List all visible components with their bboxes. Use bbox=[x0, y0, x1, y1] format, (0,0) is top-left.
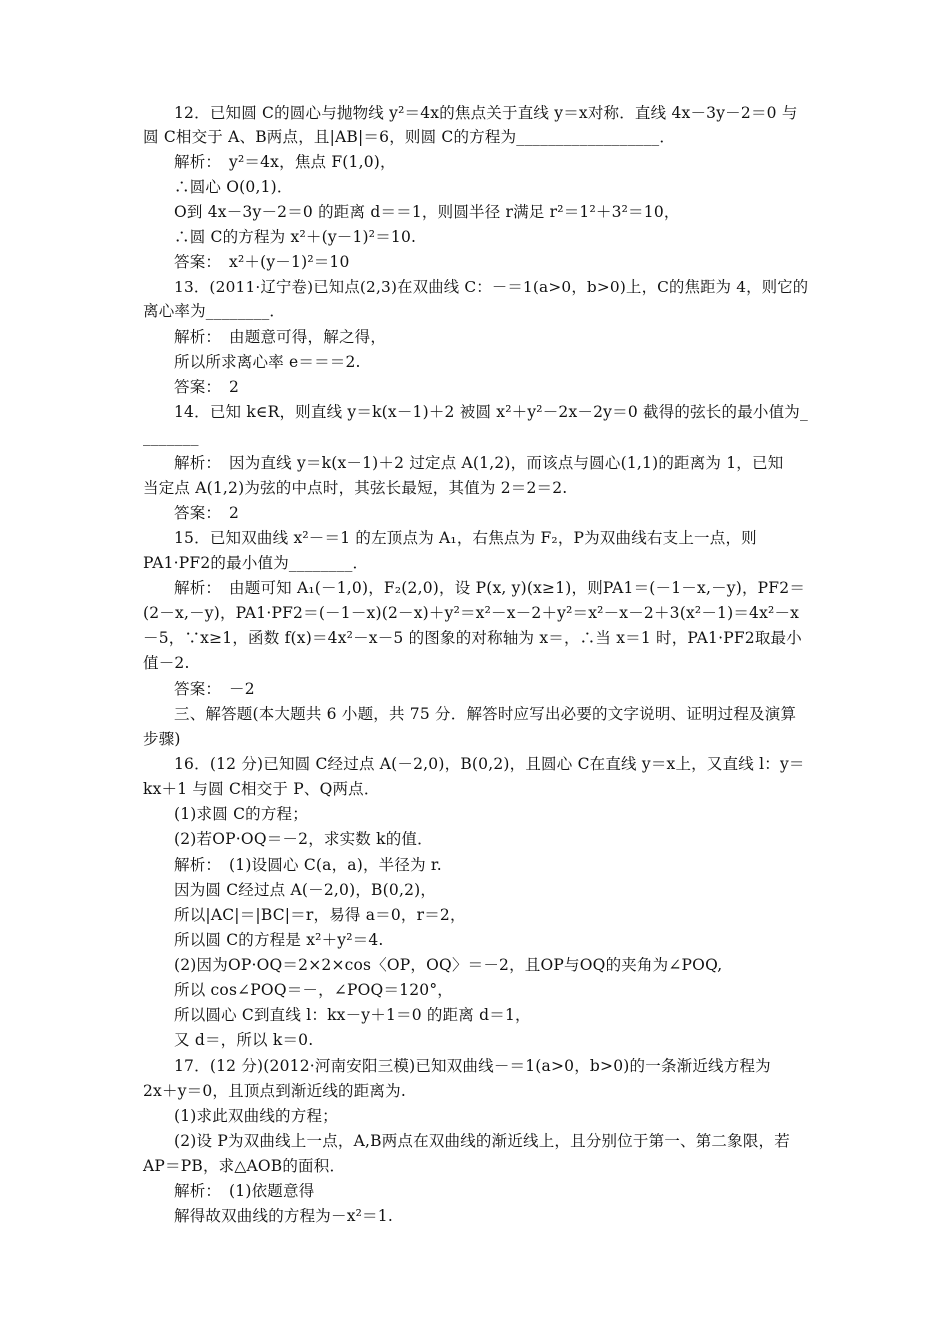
text-line: AP＝PB，求△AOB的面积． bbox=[143, 1157, 346, 1175]
text-line: 14．已知 k∈R，则直线 y＝k(x－1)＋2 被圆 x²＋y²－2x－2y＝0 截得的弦长的最小值为_ bbox=[174, 403, 808, 421]
text-line: (2)因为OP·OQ＝2×2×cos〈OP，OQ〉＝－2，且OP与OQ的夹角为∠POQ, bbox=[174, 956, 723, 974]
text-line: ∴圆心 O(0,1)． bbox=[174, 178, 293, 196]
text-line: 所以所求离心率 e＝＝＝2. bbox=[174, 353, 361, 371]
text-line: kx＋1 与圆 C相交于 P、Q两点． bbox=[143, 780, 380, 798]
text-line: 解得故双曲线的方程为－x²＝1. bbox=[174, 1207, 393, 1225]
text-line: 圆 C相交于 A、B两点，且|AB|＝6，则圆 C的方程为__________________． bbox=[143, 128, 676, 146]
text-line: 解析： (1)依题意得 bbox=[174, 1182, 315, 1200]
text-line: (1)求此双曲线的方程； bbox=[174, 1107, 338, 1125]
text-line: 16．(12 分)已知圆 C经过点 A(－2,0)，B(0,2)，且圆心 C在直线 y＝x上，又直线 l：y＝ bbox=[174, 755, 805, 773]
text-line: 步骤) bbox=[143, 730, 181, 748]
text-line: 所以圆 C的方程是 x²＋y²＝4. bbox=[174, 931, 384, 949]
text-line: 答案： 2 bbox=[174, 378, 240, 396]
text-line: 2x＋y＝0，且顶点到渐近线的距离为. bbox=[143, 1082, 406, 1100]
text-line: －5，∵x≥1，函数 f(x)＝4x²－x－5 的图象的对称轴为 x＝，∴当 x＝1 时，PA1·PF2取最小 bbox=[143, 629, 802, 647]
text-line: 解析： 因为直线 y＝k(x－1)＋2 过定点 A(1,2)，而该点与圆心(1,1)的距离为 1，已知 bbox=[174, 454, 784, 472]
text-line: O到 4x－3y－2＝0 的距离 d＝＝1，则圆半径 r满足 r²＝1²＋3²＝10， bbox=[174, 203, 680, 221]
text-line: 解析： 由题可知 A₁(－1,0)，F₂(2,0)，设 P(x, y)(x≥1)，则PA1＝(－1－x,－y)，PF2＝ bbox=[174, 579, 806, 597]
text-line: 所以圆心 C到直线 l：kx－y＋1＝0 的距离 d＝1， bbox=[174, 1006, 531, 1024]
text-line: 15．已知双曲线 x²－＝1 的左顶点为 A₁，右焦点为 F₂，P为双曲线右支上一点，则 bbox=[174, 529, 757, 547]
text-line: 又 d＝，所以 k＝0. bbox=[174, 1031, 314, 1049]
text-line: (2)若OP·OQ＝－2，求实数 k的值． bbox=[174, 830, 433, 848]
text-line: 13．(2011·辽宁卷)已知点(2,3)在双曲线 C：－＝1(a>0，b>0)上，C的焦距为 4，则它的 bbox=[174, 278, 809, 296]
text-line: 答案： －2 bbox=[174, 680, 255, 698]
text-line: 离心率为________． bbox=[143, 302, 286, 320]
text-line: 17．(12 分)(2012·河南安阳三模)已知双曲线－＝1(a>0，b>0)的一条渐近线方程为 bbox=[174, 1057, 771, 1075]
text-line: 所以|AC|＝|BC|＝r，易得 a＝0，r＝2， bbox=[174, 906, 466, 924]
text-line: 值－2. bbox=[143, 654, 190, 672]
text-line: 答案： 2 bbox=[174, 504, 240, 522]
text-line: 12．已知圆 C的圆心与抛物线 y²＝4x的焦点关于直线 y＝x对称．直线 4x－3y－2＝0 与 bbox=[174, 104, 798, 122]
text-line: 当定点 A(1,2)为弦的中点时，其弦长最短，其值为 2＝2＝2. bbox=[143, 479, 568, 497]
text-line: 三、解答题(本大题共 6 小题，共 75 分．解答时应写出必要的文字说明、证明过程及演算 bbox=[174, 705, 797, 723]
text-line: 所以 cos∠POQ＝－，∠POQ＝120°， bbox=[174, 981, 453, 999]
text-line: _______ bbox=[143, 428, 199, 446]
text-line: (2－x,－y)，PA1·PF2＝(－1－x)(2－x)＋y²＝x²－x－2＋y²＝x²－x－2＋3(x²－1)＝4x²－x bbox=[143, 604, 800, 622]
text-line: ∴圆 C的方程为 x²＋(y－1)²＝10. bbox=[174, 228, 417, 246]
text-line: (2)设 P为双曲线上一点，A,B两点在双曲线的渐近线上，且分别位于第一、第二象限，若 bbox=[174, 1132, 790, 1150]
text-line: (1)求圆 C的方程； bbox=[174, 805, 308, 823]
text-line: 因为圆 C经过点 A(－2,0)，B(0,2)， bbox=[174, 881, 437, 899]
text-line: 解析： y²＝4x，焦点 F(1,0)， bbox=[174, 153, 396, 171]
text-line: 答案： x²＋(y－1)²＝10 bbox=[174, 253, 350, 271]
text-line: 解析： 由题意可得，解之得， bbox=[174, 328, 387, 346]
text-line: PA1·PF2的最小值为________． bbox=[143, 554, 369, 572]
text-line: 解析： (1)设圆心 C(a，a)，半径为 r. bbox=[174, 856, 442, 874]
